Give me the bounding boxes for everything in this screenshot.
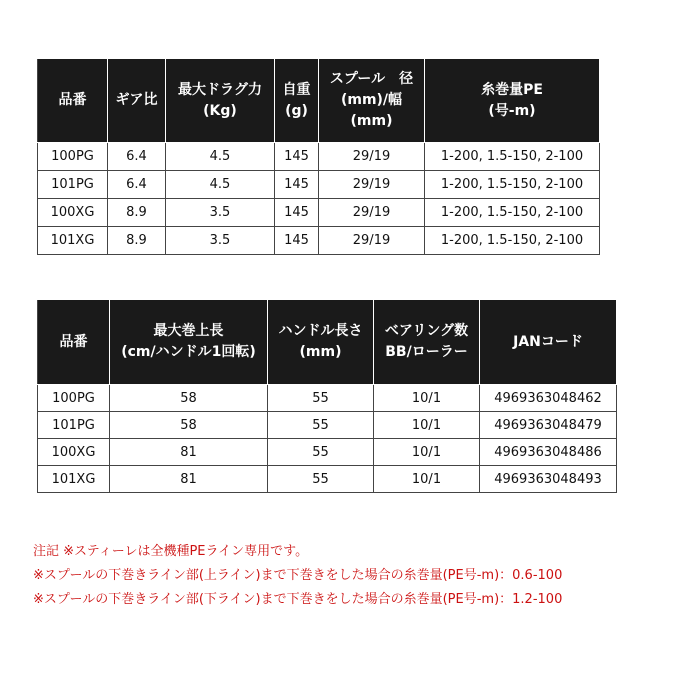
cell-weight: 145 (275, 199, 319, 227)
cell-max-retrieve: 81 (110, 439, 268, 466)
table-header-row (38, 300, 617, 385)
cell-line-capacity: 1-200, 1.5-150, 2-100 (425, 143, 600, 171)
cell-jan-code: 4969363048486 (480, 439, 617, 466)
cell-model: 100PG (38, 143, 108, 171)
notes-section (33, 540, 673, 612)
spec-table-gear (37, 58, 600, 255)
col-header-line-capacity: 糸巻量PE (号-m) (425, 59, 600, 143)
col-header-bearings: ベアリング数 BB/ローラー (374, 300, 480, 385)
col-header-model: 品番 (38, 300, 110, 385)
note-line: 注記 ※スティーレは全機種PEライン専用です。 (33, 544, 309, 559)
cell-gear-ratio: 6.4 (108, 143, 166, 171)
cell-handle-length: 55 (268, 385, 374, 412)
cell-weight: 145 (275, 143, 319, 171)
cell-gear-ratio: 8.9 (108, 227, 166, 255)
cell-spool-size: 29/19 (319, 199, 425, 227)
table-row (38, 199, 600, 227)
col-header-jan-code: JANコード (480, 300, 617, 385)
cell-model: 100XG (38, 439, 110, 466)
cell-model: 101XG (38, 466, 110, 493)
cell-max-drag: 4.5 (166, 171, 275, 199)
cell-max-retrieve: 58 (110, 412, 268, 439)
cell-model: 101PG (38, 412, 110, 439)
cell-weight: 145 (275, 171, 319, 199)
cell-line-capacity: 1-200, 1.5-150, 2-100 (425, 171, 600, 199)
cell-max-retrieve: 81 (110, 466, 268, 493)
cell-handle-length: 55 (268, 412, 374, 439)
col-header-handle-length: ハンドル長さ (mm) (268, 300, 374, 385)
cell-bearings: 10/1 (374, 385, 480, 412)
cell-weight: 145 (275, 227, 319, 255)
cell-max-drag: 3.5 (166, 227, 275, 255)
cell-spool-size: 29/19 (319, 143, 425, 171)
note-line: ※スプールの下巻きライン部(上ライン)まで下巻きをした場合の糸巻量(PE号-m)：0.6-100 (33, 568, 563, 583)
cell-jan-code: 4969363048493 (480, 466, 617, 493)
cell-bearings: 10/1 (374, 466, 480, 493)
cell-line-capacity: 1-200, 1.5-150, 2-100 (425, 199, 600, 227)
cell-jan-code: 4969363048462 (480, 385, 617, 412)
cell-bearings: 10/1 (374, 439, 480, 466)
col-header-weight: 自重 (g) (275, 59, 319, 143)
cell-gear-ratio: 8.9 (108, 199, 166, 227)
table-row (38, 171, 600, 199)
cell-model: 101XG (38, 227, 108, 255)
col-header-model: 品番 (38, 59, 108, 143)
note-line: ※スプールの下巻きライン部(下ライン)まで下巻きをした場合の糸巻量(PE号-m)：1.2-100 (33, 592, 563, 607)
table-row (38, 466, 617, 493)
cell-model: 101PG (38, 171, 108, 199)
cell-handle-length: 55 (268, 439, 374, 466)
table-row (38, 227, 600, 255)
cell-handle-length: 55 (268, 466, 374, 493)
spec-table-handle (37, 299, 617, 493)
col-header-gear-ratio: ギア比 (108, 59, 166, 143)
cell-model: 100XG (38, 199, 108, 227)
table-row (38, 385, 617, 412)
cell-model: 100PG (38, 385, 110, 412)
cell-line-capacity: 1-200, 1.5-150, 2-100 (425, 227, 600, 255)
cell-jan-code: 4969363048479 (480, 412, 617, 439)
cell-spool-size: 29/19 (319, 171, 425, 199)
cell-max-drag: 4.5 (166, 143, 275, 171)
table-row (38, 143, 600, 171)
cell-max-retrieve: 58 (110, 385, 268, 412)
table-row (38, 439, 617, 466)
table-row (38, 412, 617, 439)
table-header-row (38, 59, 600, 143)
cell-spool-size: 29/19 (319, 227, 425, 255)
col-header-max-drag: 最大ドラグ力 (Kg) (166, 59, 275, 143)
col-header-spool-size: スプール 径 (mm)/幅 (mm) (319, 59, 425, 143)
col-header-max-retrieve: 最大巻上長 (cm/ハンドル1回転) (110, 300, 268, 385)
cell-max-drag: 3.5 (166, 199, 275, 227)
cell-bearings: 10/1 (374, 412, 480, 439)
cell-gear-ratio: 6.4 (108, 171, 166, 199)
